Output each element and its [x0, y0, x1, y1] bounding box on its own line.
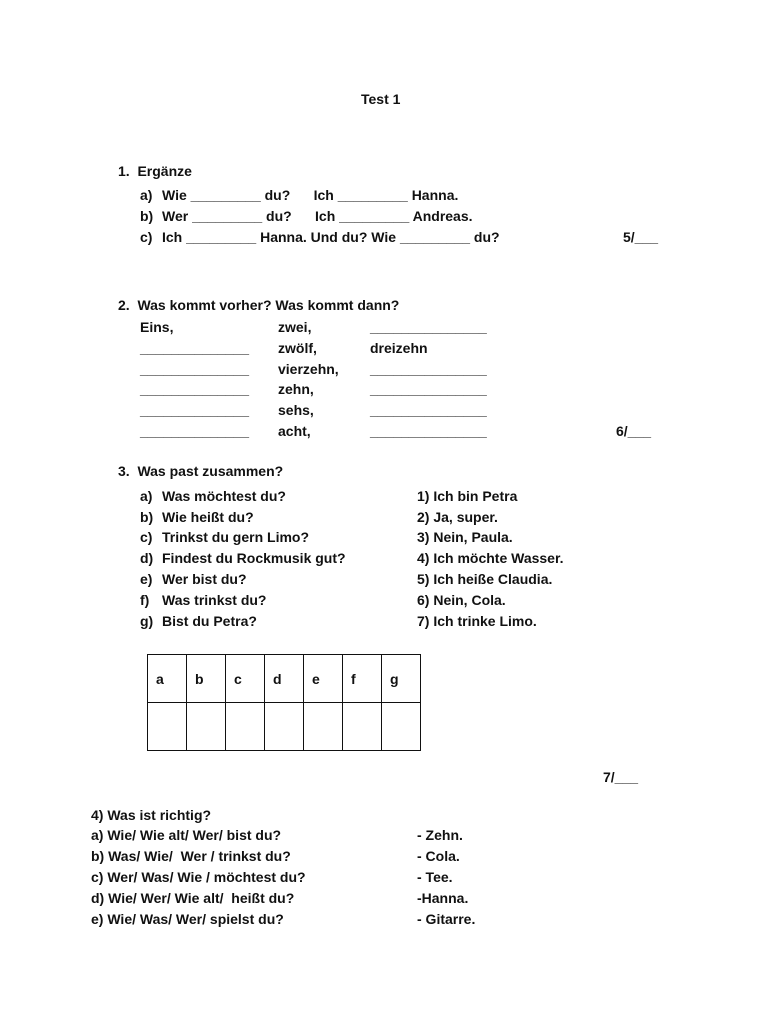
grid-header-b: b: [187, 655, 226, 703]
section3-question-f: Was trinkst du?: [162, 592, 267, 608]
section4-line-e: e) Wie/ Was/ Wer/ spielst du?: [91, 911, 284, 927]
section3-answer-3: 3) Nein, Paula.: [417, 529, 513, 545]
section2-row-6-col1: ______________: [140, 423, 250, 439]
section4-line-c: c) Wer/ Was/ Wie / möchtest du?: [91, 869, 306, 885]
section1-marker-b: b): [140, 208, 154, 224]
section2-row-5-col3: _______________: [370, 402, 487, 418]
section4-answer-d: -Hanna.: [417, 890, 469, 906]
section3-score: 7/___: [603, 769, 639, 785]
section2-row-5-col1: ______________: [140, 402, 250, 418]
section2-score: 6/___: [616, 423, 652, 439]
section4-line-a: a) Wie/ Wie alt/ Wer/ bist du?: [91, 827, 282, 843]
grid-header-a: a: [148, 655, 187, 703]
section3-answer-4: 4) Ich möchte Wasser.: [417, 550, 564, 566]
section4-heading: 4) Was ist richtig?: [91, 807, 212, 823]
section1-marker-a: a): [140, 187, 153, 203]
section3-marker-d: d): [140, 550, 154, 566]
section2-row-1-col3: _______________: [370, 319, 487, 335]
section2-row-3-col1: ______________: [140, 361, 250, 377]
section4-answer-a: - Zehn.: [417, 827, 463, 843]
section3-heading: 3. Was past zusammen?: [118, 463, 284, 479]
section3-answer-1: 1) Ich bin Petra: [417, 488, 518, 504]
section3-question-d: Findest du Rockmusik gut?: [162, 550, 346, 566]
grid-cell-b[interactable]: [187, 703, 226, 751]
section1-line-a: Wie _________ du? Ich _________ Hanna.: [162, 187, 459, 203]
section3-answer-7: 7) Ich trinke Limo.: [417, 613, 537, 629]
grid-cell-e[interactable]: [304, 703, 343, 751]
section3-question-e: Wer bist du?: [162, 571, 247, 587]
grid-header-f: f: [343, 655, 382, 703]
section2-heading: 2. Was kommt vorher? Was kommt dann?: [118, 297, 400, 313]
grid-cell-c[interactable]: [226, 703, 265, 751]
section3-question-g: Bist du Petra?: [162, 613, 257, 629]
section3-answer-6: 6) Nein, Cola.: [417, 592, 506, 608]
grid-cell-a[interactable]: [148, 703, 187, 751]
section4-answer-c: - Tee.: [417, 869, 453, 885]
section2-row-2-col2: zwölf,: [278, 340, 317, 356]
section4-answer-e: - Gitarre.: [417, 911, 476, 927]
section2-row-6-col2: acht,: [278, 423, 311, 439]
section2-row-2-col1: ______________: [140, 340, 250, 356]
section3-question-b: Wie heißt du?: [162, 509, 254, 525]
answer-grid: [147, 654, 421, 751]
grid-cell-f[interactable]: [343, 703, 382, 751]
section1-line-b: Wer _________ du? Ich _________ Andreas.: [162, 208, 473, 224]
section3-answer-2: 2) Ja, super.: [417, 509, 498, 525]
section1-line-c: Ich _________ Hanna. Und du? Wie _________ du?: [162, 229, 500, 245]
grid-cell-g[interactable]: [382, 703, 421, 751]
grid-header-g: g: [382, 655, 421, 703]
section3-question-c: Trinkst du gern Limo?: [162, 529, 310, 545]
section2-row-4-col2: zehn,: [278, 381, 314, 397]
section2-row-3-col3: _______________: [370, 361, 487, 377]
section3-marker-g: g): [140, 613, 154, 629]
section4-line-b: b) Was/ Wie/ Wer / trinkst du?: [91, 848, 291, 864]
section4-line-d: d) Wie/ Wer/ Wie alt/ heißt du?: [91, 890, 295, 906]
grid-header-d: d: [265, 655, 304, 703]
test-title: Test 1: [361, 91, 401, 107]
section3-question-a: Was möchtest du?: [162, 488, 286, 504]
section3-marker-c: c): [140, 529, 153, 545]
section3-marker-b: b): [140, 509, 154, 525]
section1-score: 5/___: [623, 229, 659, 245]
section3-marker-e: e): [140, 571, 153, 587]
grid-cell-d[interactable]: [265, 703, 304, 751]
section2-row-1-col2: zwei,: [278, 319, 312, 335]
grid-header-e: e: [304, 655, 343, 703]
section2-row-6-col3: _______________: [370, 423, 487, 439]
section2-row-5-col2: sehs,: [278, 402, 314, 418]
section2-row-2-col3: dreizehn: [370, 340, 428, 356]
grid-header-c: c: [226, 655, 265, 703]
answer-grid-header-row: [148, 655, 421, 703]
section3-answer-5: 5) Ich heiße Claudia.: [417, 571, 553, 587]
section2-row-4-col3: _______________: [370, 381, 487, 397]
section3-marker-f: f): [140, 592, 150, 608]
section3-marker-a: a): [140, 488, 153, 504]
answer-grid-input-row: [148, 703, 421, 751]
section4-answer-b: - Cola.: [417, 848, 460, 864]
section1-marker-c: c): [140, 229, 153, 245]
section1-heading: 1. Ergänze: [118, 163, 192, 179]
section2-row-3-col2: vierzehn,: [278, 361, 339, 377]
section2-row-4-col1: ______________: [140, 381, 250, 397]
section2-row-1-col1: Eins,: [140, 319, 174, 335]
